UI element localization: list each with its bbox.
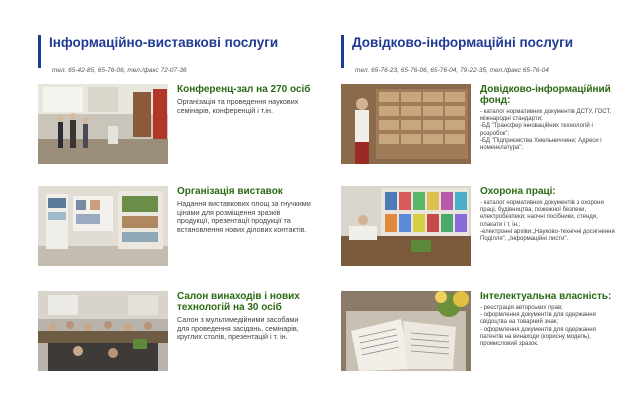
innovation-salon-text: [177, 291, 312, 342]
conference-hall-item: [38, 84, 318, 164]
exhibitions-photo: [38, 186, 168, 266]
exhibitions-heading: Організація виставок: [177, 186, 283, 197]
labour-protection-photo: [341, 186, 471, 266]
left-title: Інформаційно-виставкові послуги: [49, 35, 279, 50]
exhibitions-text: [177, 186, 312, 234]
reference-fund-photo: [341, 84, 471, 164]
intellectual-property-text: [480, 291, 615, 348]
innovation-salon-photo: [38, 291, 168, 371]
intellectual-property-item: [341, 291, 621, 371]
reference-fund-desc: - каталог нормативних документів ДСТУ, ГОСТ, міжнародні стандарти; -БД "Трансфер інноваційних технологій і розробок"; -БД "Підприємства Хмельниччини; Адреси і номенклатура";: [480, 109, 612, 152]
intellectual-property-desc: - реєстрація авторських прав; - оформлення документів для одержання свідоцтва на товарний знак; - оформлення документів для одержання патентів на винаходи (корисну модель), промисловий зразок.: [480, 305, 596, 348]
conference-hall-desc: Організація та проведення наукових семінарів, конференцій і т.ін.: [177, 97, 299, 115]
innovation-salon-desc: Салон з мультимедійними засобами для проведення засідань, семінарів, круглих столів, презентацій і т. ін.: [177, 315, 299, 342]
innovation-salon-heading: Салон винаходів і нових технологій на 30 осіб: [177, 291, 300, 313]
right-phones: тел. 65-76-23, 65-76-06, 65-76-04, 79-22-35, тел./факс 65-76-04: [355, 67, 549, 74]
conference-hall-photo: [38, 84, 168, 164]
innovation-salon-item: [38, 291, 318, 371]
left-phones: тел. 65-42-85, 65-76-06, тел./факс 72-07-36: [52, 67, 187, 74]
labour-protection-text: [480, 186, 615, 243]
left-header: [38, 35, 309, 68]
exhibitions-item: [38, 186, 318, 266]
reference-fund-item: [341, 84, 621, 164]
conference-hall-heading: Конференц-зал на 270 осіб: [177, 84, 311, 95]
exhibitions-desc: Надання виставкових площ за гнучкими цінами для розміщення зразків продукції, презентації продукції та встановлення нових ділових контактів.: [177, 199, 311, 234]
reference-fund-text: [480, 84, 615, 152]
labour-protection-desc: - каталог нормативних документів з охорони праці, будівництва, пожежної безпеки, електробезпеки; наочні посібники, стенди, плакати і т. ін.; -електронні архіви:„Науково-технічні досягнення Поділля", „Інформаційні листи".: [480, 200, 615, 243]
right-header: [341, 35, 612, 68]
right-title: Довідково-інформаційні послуги: [352, 35, 574, 50]
labour-protection-item: [341, 186, 621, 266]
intellectual-property-heading: Інтелектуальна власність:: [480, 291, 612, 302]
reference-fund-heading: Довідково-інформаційний фонд:: [480, 84, 611, 106]
labour-protection-heading: Охорона праці:: [480, 186, 556, 197]
intellectual-property-photo: [341, 291, 471, 371]
conference-hall-text: [177, 84, 312, 115]
